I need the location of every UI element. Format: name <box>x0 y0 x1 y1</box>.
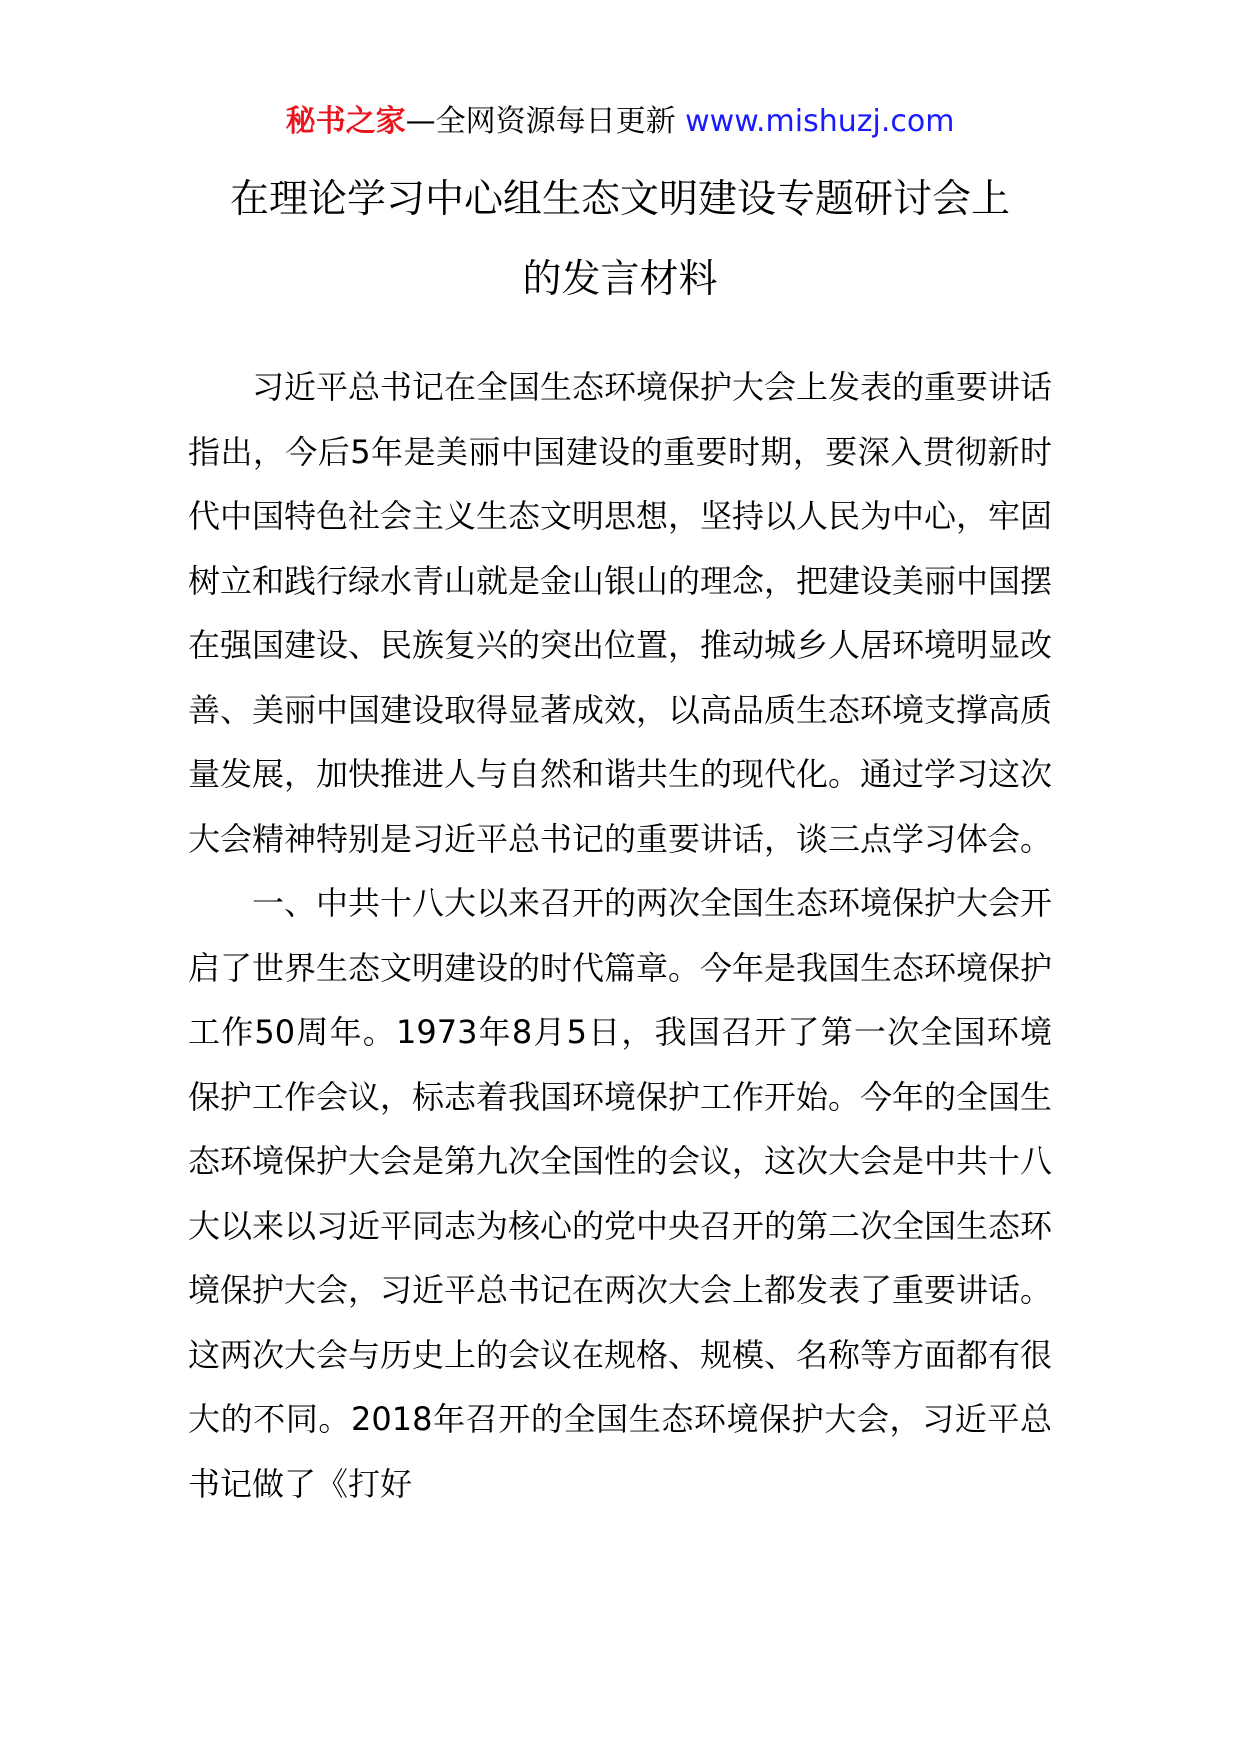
document-title <box>180 160 1060 320</box>
header-tagline: —全网资源每日更新 <box>405 104 676 139</box>
title-line-1: 在理论学习中心组生态文明建设专题研讨会上 <box>229 177 1010 222</box>
document-body <box>188 355 1052 1516</box>
site-header <box>0 100 1240 144</box>
title-line-2: 的发言材料 <box>522 257 718 302</box>
paragraph-intro: 习近平总书记在全国生态环境保护大会上发表的重要讲话指出，今后5年是美丽中国建设的重要时期，要深入贯彻新时代中国特色社会主义生态文明思想，坚持以人民为中心，牢固树立和践行绿水青山就是金山银山的理念，把建设美丽中国摆在强国建设、民族复兴的突出位置，推动城乡人居环境明显改善、美丽中国建设取得显著成效，以高品质生态环境支撑高质量发展，加快推进人与自然和谐共生的现代化。通过学习这次大会精神特别是习近平总书记的重要讲话，谈三点学习体会。 <box>188 368 1053 858</box>
brand-name: 秘书之家 <box>285 104 406 139</box>
paragraph-section-1: 一、中共十八大以来召开的两次全国生态环境保护大会开启了世界生态文明建设的时代篇章。今年是我国生态环境保护工作50周年。1973年8月5日，我国召开了第一次全国环境保护工作会议，标志着我国环境保护工作开始。今年的全国生态环境保护大会是第九次全国性的会议，这次大会是中共十八大以来以习近平同志为核心的党中央召开的第二次全国生态环境保护大会，习近平总书记在两次大会上都发表了重要讲话。这两次大会与历史上的会议在规格、规模、名称等方面都有很大的不同。2018年召开的全国生态环境保护大会，习近平总书记做了《打好 <box>188 884 1053 1503</box>
site-url-link[interactable]: www.mishuzj.com <box>685 104 955 139</box>
